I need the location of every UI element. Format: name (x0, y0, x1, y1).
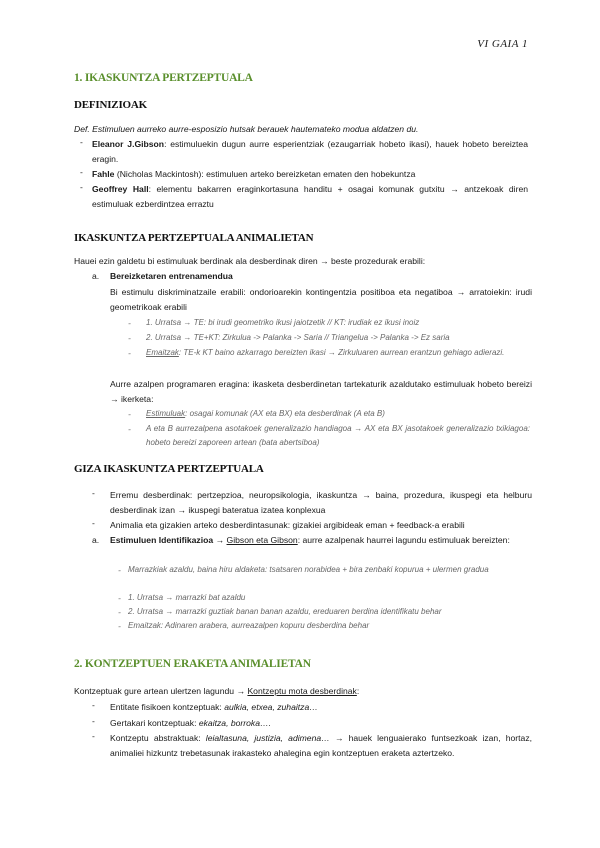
definition-item-gibson (92, 137, 528, 167)
author-name: Geoffrey Hall (92, 184, 149, 194)
concept-types-link: Kontzeptu mota desberdinak (247, 686, 357, 696)
bullet-dash: - (80, 182, 83, 192)
stimuli-label: Estimuluak (146, 409, 186, 418)
bullet-dash: - (92, 518, 95, 528)
concept-examples: aulkia, etxea, zuhaitza… (224, 702, 318, 712)
step-2: 2. Urratsa → TE+KT: Zirkulua -> Palanka -> Saria // Triangelua -> Palanka -> Ez saria (146, 333, 450, 342)
identification-title: Estimuluen Identifikazioa (110, 535, 214, 545)
training-title: Bereizketaren entrenamendua (110, 271, 233, 281)
bullet-dash: - (128, 333, 131, 343)
concepts-intro-text: Kontzeptuak gure artean ulertzen lagundu → (74, 686, 248, 696)
human-step-1: 1. Urratsa → marrazki bat azaldu (128, 593, 246, 602)
identification-text (110, 533, 532, 548)
bullet-dash: - (92, 700, 95, 710)
bullet-dash: - (128, 348, 131, 358)
human-step-2: 2. Urratsa → marrazki guztiak banan banan azaldu, ereduaren berdina identifikatu behar (128, 607, 442, 616)
definition-item-text: : estimuluekin dugun aurre esperientziak (ezaugarriak hobeto ikasi), hauek hobeto bereiztea eragin. (92, 139, 528, 164)
results-body: : TE-k KT baino azkarrago bereizten ikasi → Zirkuluaren aurrean erantzun gehiago adierazi. (178, 348, 505, 357)
concept-examples: ekaitza, borroka…. (198, 718, 271, 728)
section-title-2: 2. KONTZEPTUEN ERAKETA ANIMALIETAN (74, 658, 311, 670)
training-text: Bi estimulu diskriminatzaile erabili: ondorioarekin kontingentzia positiboa eta negatiboa → arratoiekin: irudi geometrikoak erabili (110, 287, 532, 312)
human-step-results: Emaitzak: Adinaren arabera, aurreazalpen kopuru desberdina behar (128, 621, 370, 630)
section-title-1: 1. IKASKUNTZA PERTZEPTUALA (74, 72, 253, 84)
concept-events (110, 716, 532, 731)
animals-intro: Hauei ezin galdetu bi estimuluak berdinak ala desberdinak diren → beste prozedurak erabili: (74, 256, 426, 266)
concept-physical (110, 700, 532, 715)
bullet-dash: - (118, 621, 121, 631)
step-1: 1. Urratsa → TE: bi irudi geometriko ikusi jaiotzetik // KT: irudiak ez ikusi inoiz (146, 318, 420, 327)
subsection-title-animals: IKASKUNTZA PERTZEPTUALA ANIMALIETAN (74, 232, 314, 244)
subsection-title-human: GIZA IKASKUNTZA PERTZEPTUALA (74, 463, 264, 475)
definition-item-fahle (92, 167, 528, 182)
stimuli-body: : osagai komunak (AX eta BX) eta desberdinak (A eta B) (185, 409, 385, 418)
concept-label: Gertakari kontzeptuak: (110, 718, 199, 728)
human-step-0: Marrazkiak azaldu, baina hiru aldaketa: tsatsaren norabidea + bira zenbaki kopurua + ulermen gradua (128, 565, 489, 574)
bullet-dash: - (118, 565, 121, 575)
bullet-dash: - (92, 716, 95, 726)
bullet-dash: - (92, 488, 95, 498)
human-bullet-2: Animalia eta gizakien arteko desberdintasunak: gizakiei argibideak eman + feedback-a erabili (110, 520, 465, 530)
concepts-intro (74, 684, 534, 699)
concept-abstract (110, 731, 532, 761)
list-label-a: a. (92, 535, 100, 545)
bullet-dash: - (128, 318, 131, 328)
subsection-title-definitions: DEFINIZIOAK (74, 99, 147, 111)
pre-exposure-text: Aurre azalpen programaren eragina: ikasketa desberdinetan tartekaturik azaldutako estimuluak hobeto bereizi → ikerketa: (110, 379, 532, 404)
results-text (146, 346, 530, 360)
author-name: Fahle (92, 169, 115, 179)
bullet-dash: - (128, 424, 131, 434)
definition-item-text: (Nicholas Mackintosh): estimuluen arteko bereizketan ematen den hobekuntza (114, 169, 416, 179)
results-label: Emaitzak (146, 348, 179, 357)
list-label-a: a. (92, 271, 100, 281)
colon: : (356, 686, 360, 696)
generalization-text: A eta B aurrezalpena asotakoek generalizazio handiagoa → AX eta BX jasotakoek generalizazio txikiagoa: hobeto bereizi zaporeen artean (bata abertsiboa) (146, 424, 530, 447)
arrow: → (213, 535, 227, 545)
human-bullet-1: Erremu desberdinak: pertzepzioa, neuropsikologia, ikaskuntza → baina, prozedura, ikuspegi eta helburu desberdinak izan → ikuspegi bateratua izatea konplexua (110, 490, 532, 515)
concept-label: Entitate fisikoen kontzeptuak: (110, 702, 225, 712)
page-header: VI GAIA 1 (477, 38, 528, 50)
bullet-dash: - (128, 409, 131, 419)
definition-item-hall (92, 182, 528, 212)
definition-item-text: : elementu bakarren eraginkortasuna handitu + osagai komunak gutxitu → antzekoak diren estimuluak ezberdintzea erraztu (92, 184, 528, 209)
identification-body: : aurre azalpenak haurrei lagundu estimuluak bereizten: (297, 535, 510, 545)
concept-abstract-body: → hauek lenguaierako funtsezkoak izan, hortaz, animaliei hizkuntz trebetasunak irakasteko ahalegina egin kontzeptuen eraketa aztertzeko. (110, 733, 533, 758)
bullet-dash: - (80, 137, 83, 147)
bullet-dash: - (80, 167, 83, 177)
author-name: Eleanor J.Gibson (92, 139, 165, 149)
bullet-dash: - (118, 607, 121, 617)
gibson-link: Gibson eta Gibson (226, 535, 298, 545)
bullet-dash: - (92, 731, 95, 741)
concept-examples: leialtasuna, justizia, adimena… (205, 733, 330, 743)
stimuli-text (146, 407, 530, 421)
definition-text: Def. Estimuluen aurreko aurre-esposizio hutsak berauek hautemateko modua aldatzen du. (74, 124, 419, 134)
bullet-dash: - (118, 593, 121, 603)
concept-label: Kontzeptu abstraktuak: (110, 733, 206, 743)
